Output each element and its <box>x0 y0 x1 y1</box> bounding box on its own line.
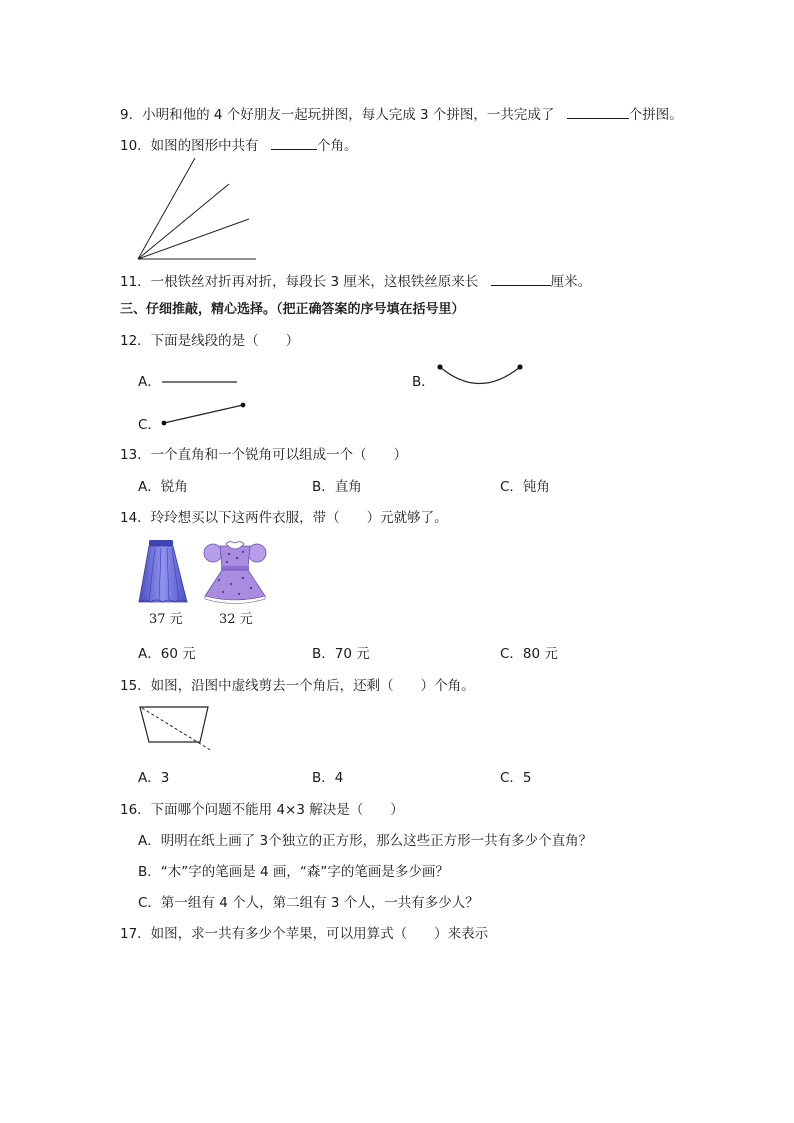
option-b[interactable]: B．“木”字的笔画是 4 画，“森”字的笔画是多少画？ <box>138 864 449 880</box>
question-11-text: 11．一根铁丝对折再对折，每段长 3 厘米，这根铁丝原来长 <box>120 274 479 290</box>
option-b[interactable]: B． <box>412 374 435 390</box>
option-c[interactable]: C．5 <box>500 770 532 786</box>
question-9-suffix: 个拼图。 <box>628 107 683 123</box>
answer-blank[interactable] <box>491 271 551 286</box>
question-11 <box>120 271 591 291</box>
question-12: 12．下面是线段的是（ ） <box>120 333 300 349</box>
arc-figure <box>434 362 526 392</box>
option-a[interactable]: A．60 元 <box>138 646 196 662</box>
option-a[interactable]: A． <box>138 374 161 390</box>
dress-image <box>201 538 271 604</box>
option-a[interactable]: A．明明在纸上画了 3个独立的正方形，那么这些正方形一共有多少个直角？ <box>138 833 593 849</box>
trapezoid-figure <box>137 702 217 754</box>
option-a[interactable]: A．3 <box>138 770 170 786</box>
segment-figure <box>160 401 250 431</box>
option-b[interactable]: B．4 <box>312 770 344 786</box>
segment-line-figure <box>161 380 241 386</box>
question-10-suffix: 个角。 <box>316 138 358 154</box>
skirt-image <box>135 538 191 608</box>
question-13: 13．一个直角和一个锐角可以组成一个（ ） <box>120 447 408 463</box>
section-3-heading: 三、仔细推敲，精心选择。（把正确答案的序号填在括号里） <box>120 302 465 317</box>
question-9 <box>120 104 683 124</box>
question-14: 14．玲玲想买以下这两件衣服，带（ ）元就够了。 <box>120 510 448 526</box>
question-9-text: 9．小明和他的 4 个好朋友一起玩拼图，每人完成 3 个拼图，一共完成了 <box>120 107 555 123</box>
question-16: 16．下面哪个问题不能用 4×3 解决是（ ） <box>120 802 404 818</box>
angles-figure <box>134 154 264 264</box>
option-c[interactable]: C． <box>138 417 161 433</box>
option-c[interactable]: C．第一组有 4 个人，第二组有 3 个人，一共有多少人？ <box>138 895 479 911</box>
skirt-price: 37 元 <box>149 612 183 627</box>
question-17: 17．如图，求一共有多少个苹果，可以用算式（ ）来表示 <box>120 926 489 942</box>
dress-price: 32 元 <box>219 612 253 627</box>
option-b[interactable]: B．70 元 <box>312 646 370 662</box>
answer-blank[interactable] <box>567 104 629 119</box>
option-c[interactable]: C．80 元 <box>500 646 558 662</box>
option-a[interactable]: A．锐角 <box>138 479 188 495</box>
question-15: 15．如图，沿图中虚线剪去一个角后，还剩（ ）个角。 <box>120 678 475 694</box>
option-b[interactable]: B．直角 <box>312 479 362 495</box>
question-11-suffix: 厘米。 <box>550 274 592 290</box>
answer-blank[interactable] <box>271 135 317 150</box>
question-10 <box>120 135 357 155</box>
question-10-text: 10．如图的图形中共有 <box>120 138 259 154</box>
option-c[interactable]: C．钝角 <box>500 479 550 495</box>
